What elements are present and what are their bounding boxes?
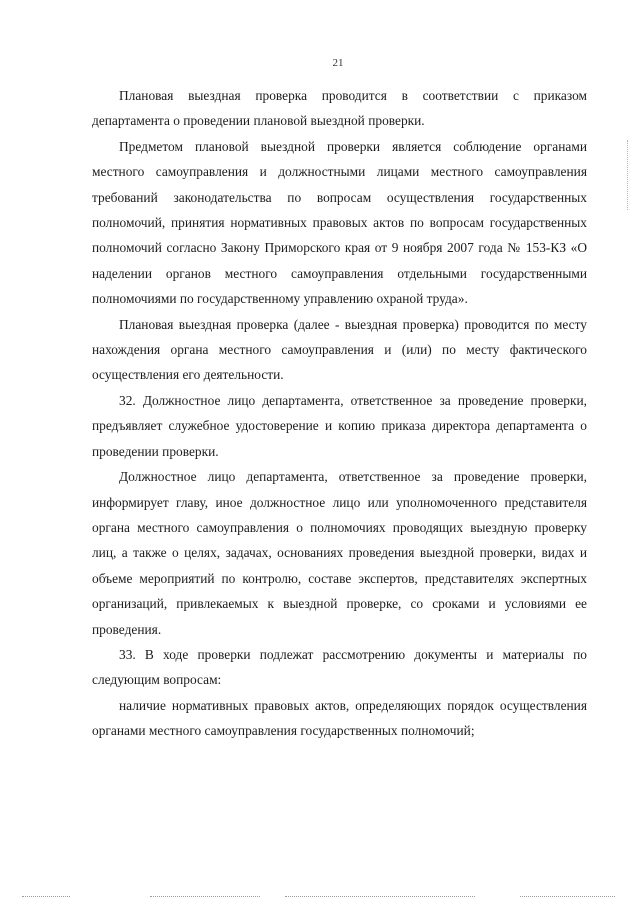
paragraph-scheduled-inspection-basis: Плановая выездная проверка проводится в соответствии с приказом департамента о проведении плановой выездной проверки. (92, 88, 587, 129)
scan-artifact-edge (627, 140, 628, 210)
page-number: 21 (332, 57, 344, 69)
scan-artifact-line (150, 896, 260, 897)
paragraph-32-official-credentials: 32. Должностное лицо департамента, ответственное за проведение проверки, предъявляет служебное удостоверение и копию приказа директора департамента о проведении проверки. (92, 392, 587, 459)
scan-artifact-line (22, 896, 70, 897)
scan-artifact-line (520, 896, 615, 897)
document-body (92, 83, 587, 744)
scan-artifact-line (285, 896, 475, 897)
paragraph-normative-acts-item: наличие нормативных правовых актов, определяющих порядок осуществления органами местного самоуправления государственных полномочий; (92, 697, 587, 739)
paragraph-33-documents-review: 33. В ходе проверки подлежат рассмотрению документы и материалы по следующим вопросам: (92, 646, 587, 688)
paragraph-inspection-subject: Предметом плановой выездной проверки является соблюдение органами местного самоуправления и должностными лицами местного самоуправления требований законодательства по вопросам осуществления государственных полномочий, принятия нормативных правовых актов по вопросам государственных полномочий согласно Закону Приморского края от 9 ноября 2007 года № 153-КЗ «О наделении органов местного самоуправления отдельными государственными полномочиями по государственному управлению охраной труда». (92, 138, 587, 307)
paragraph-inspection-location: Плановая выездная проверка (далее - выездная проверка) проводится по месту нахождения органа местного самоуправления и (или) по месту фактического осуществления его деятельности. (92, 316, 587, 383)
paragraph-official-informs-head: Должностное лицо департамента, ответственное за проведение проверки, информирует главу, иное должностное лицо или уполномоченного представителя органа местного самоуправления о полномочиях проводящих выездную проверку лиц, а также о целях, задачах, основаниях проведения выездной проверки, видах и объеме мероприятий по контролю, составе экспертов, представителях экспертных организаций, привлекаемых к выездной проверке, со сроками и условиями ее проведения. (92, 469, 587, 637)
